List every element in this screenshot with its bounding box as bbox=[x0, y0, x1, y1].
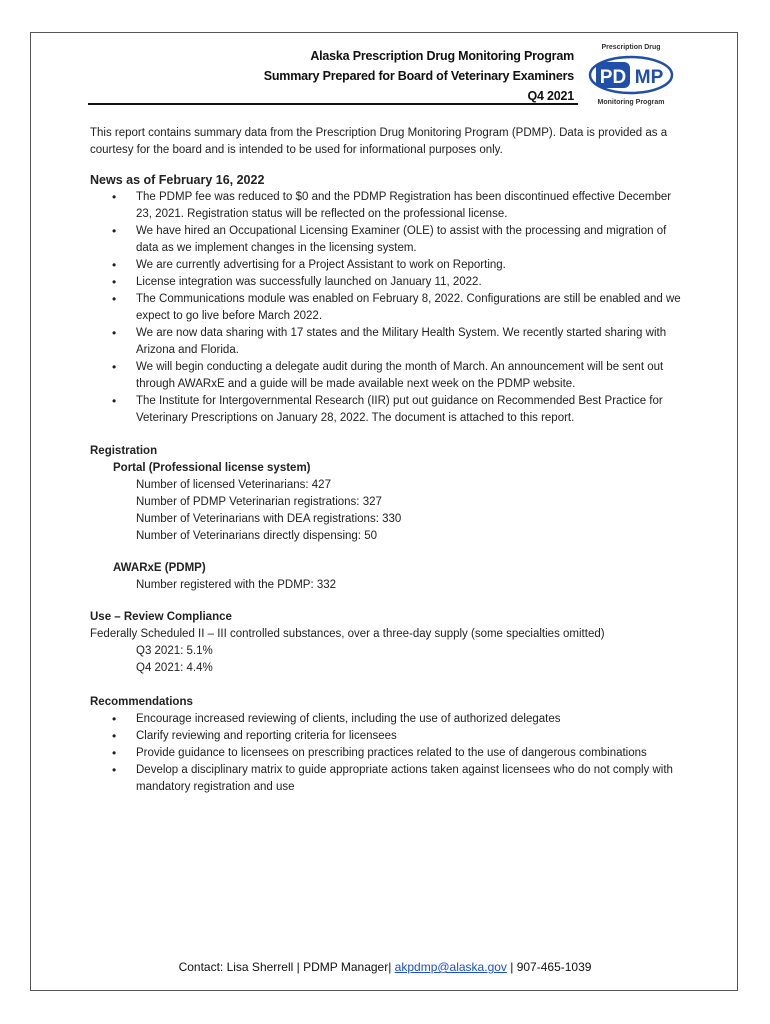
use-stat: Q4 2021: 4.4% bbox=[136, 662, 213, 674]
recommendations-heading: Recommendations bbox=[90, 696, 193, 708]
news-item: • We will begin conducting a delegate audit during the month of March. An announcement will be sent out through AWARxE and a guide will be made available next week on the PDMP website. bbox=[136, 359, 686, 393]
news-item: • The Institute for Intergovernmental Research (IIR) put out guidance on Recommended Best Practice for Veterinary Prescriptions on January 28, 2022. The document is attached to this report. bbox=[136, 393, 686, 427]
report-body bbox=[90, 125, 686, 796]
news-item: • License integration was successfully launched on January 11, 2022. bbox=[136, 274, 686, 291]
recommendation-item: • Provide guidance to licensees on prescribing practices related to the use of dangerous combinations bbox=[136, 745, 686, 762]
use-heading: Use – Review Compliance bbox=[90, 611, 232, 623]
portal-subheading: Portal (Professional license system) bbox=[113, 462, 311, 474]
intro-paragraph: This report contains summary data from the Prescription Drug Monitoring Program (PDMP). Data is provided as a courtesy for the board and is intended to be used for informational purposes only. bbox=[90, 127, 668, 156]
header-subtitle: Summary Prepared for Board of Veterinary Examiners bbox=[263, 69, 574, 83]
registration-heading: Registration bbox=[90, 445, 158, 457]
use-stat: Q3 2021: 5.1% bbox=[136, 645, 213, 657]
svg-text:PD: PD bbox=[599, 67, 627, 88]
recommendation-item: • Encourage increased reviewing of clients, including the use of authorized delegates bbox=[136, 711, 686, 728]
header-divider bbox=[88, 103, 578, 105]
email-link[interactable]: akpdmp@alaska.gov bbox=[394, 960, 507, 974]
recommendation-item: • Develop a disciplinary matrix to guide appropriate actions taken against licensees who do not comply with mandatory registration and use bbox=[136, 762, 686, 796]
footer-contact-text: Contact: Lisa Sherrell | PDMP Manager| bbox=[178, 960, 395, 974]
awarxe-subheading: AWARxE (PDMP) bbox=[113, 562, 206, 574]
header-period: Q4 2021 bbox=[527, 89, 574, 103]
news-item: • We are now data sharing with 17 states and the Military Health System. We recently started sharing with Arizona and Florida. bbox=[136, 325, 686, 359]
portal-stat: Number of Veterinarians with DEA registrations: 330 bbox=[136, 513, 402, 525]
document-header bbox=[88, 46, 574, 106]
header-title: Alaska Prescription Drug Monitoring Program bbox=[310, 49, 574, 63]
recommendations-list bbox=[90, 711, 686, 796]
logo-bottom-caption: Monitoring Program bbox=[597, 99, 665, 106]
news-list bbox=[90, 189, 686, 427]
news-item: • The PDMP fee was reduced to $0 and the PDMP Registration has been discontinued effective December 23, 2021. Registration status will be reflected on the professional license. bbox=[136, 189, 686, 223]
portal-stat: Number of licensed Veterinarians: 427 bbox=[136, 479, 331, 491]
logo-mark-icon bbox=[588, 55, 674, 95]
portal-stat: Number of Veterinarians directly dispensing: 50 bbox=[136, 530, 377, 542]
logo-top-caption: Prescription Drug bbox=[601, 44, 661, 51]
use-description: Federally Scheduled II – III controlled substances, over a three-day supply (some specialties omitted) bbox=[90, 628, 605, 640]
pdmp-logo bbox=[586, 44, 676, 110]
portal-stat: Number of PDMP Veterinarian registrations: 327 bbox=[136, 496, 382, 508]
footer-phone-text: | 907-465-1039 bbox=[506, 960, 592, 974]
contact-footer bbox=[0, 960, 770, 974]
news-item: • We have hired an Occupational Licensing Examiner (OLE) to assist with the processing and migration of data as we implement changes in the licensing system. bbox=[136, 223, 686, 257]
recommendation-item: • Clarify reviewing and reporting criteria for licensees bbox=[136, 728, 686, 745]
news-item: • We are currently advertising for a Project Assistant to work on Reporting. bbox=[136, 257, 686, 274]
news-item: • The Communications module was enabled on February 8, 2022. Configurations are still be enabled and we expect to go live before March 2022. bbox=[136, 291, 686, 325]
svg-text:MP: MP bbox=[634, 67, 664, 88]
news-heading: News as of February 16, 2022 bbox=[90, 173, 265, 187]
awarxe-stat: Number registered with the PDMP: 332 bbox=[136, 579, 337, 591]
